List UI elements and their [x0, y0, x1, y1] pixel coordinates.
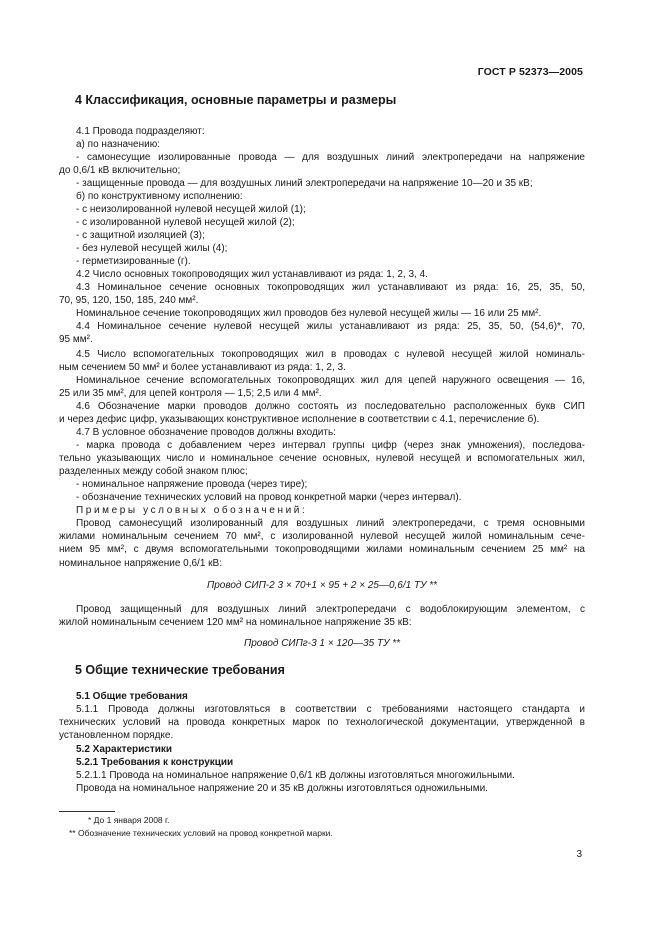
document-id: ГОСТ Р 52373—2005 [477, 66, 583, 78]
paragraph-line: Номинальное сечение токопроводящих жил проводов без нулевой несущей жилы — 16 или 25 мм². [76, 308, 542, 319]
paragraph-line: б) по конструктивному исполнению: [76, 191, 243, 202]
paragraph-line: 95 мм². [59, 334, 93, 345]
paragraph-line: ным сечением 50 мм² и более устанавливают из ряда: 1, 2, 3. [59, 362, 346, 373]
paragraph-line: - номинальное напряжение провода (через тире); [76, 479, 308, 490]
paragraph-line: Номинальное сечение вспомогательных токопроводящих жил для цепей наружного освещения — 16, [76, 375, 585, 386]
paragraph-line: 4.1 Провода подразделяют: [76, 126, 205, 137]
paragraph-line: нием 95 мм², с двумя вспомогательными токопроводящими жилами номинальным сечением 25 мм² на [59, 544, 585, 555]
paragraph-line: жилой номинальным сечением 120 мм² на номинальное напряжение 35 кВ: [59, 617, 412, 628]
paragraph-line: а) по назначению: [76, 139, 161, 150]
paragraph-line: 4.2 Число основных токопроводящих жил устанавливают из ряда: 1, 2, 3, 4. [76, 269, 428, 280]
section-5-title: 5 Общие технические требования [75, 663, 285, 677]
paragraph-line: - с изолированной нулевой несущей жилой (2); [76, 217, 295, 228]
paragraph-line: Провода на номинальное напряжение 20 и 35 кВ должны изготовляться одножильными. [76, 783, 488, 794]
paragraph-line: Провод защищенный для воздушных линий электропередачи с водоблокирующим элементом, с [76, 604, 585, 615]
paragraph-line: - обозначение технических условий на провод конкретной марки (через интервал). [76, 492, 462, 503]
paragraph-line: 4.5 Число вспомогательных токопроводящих жил в проводах с нулевой несущей жилой номиналь- [76, 349, 585, 360]
section-4-title: 4 Классификация, основные параметры и размеры [75, 93, 397, 107]
paragraph-line: разделенных между собой знаком плюс; [59, 466, 248, 477]
footnote-divider [59, 811, 115, 812]
page-number: 3 [576, 849, 582, 860]
paragraph-line: - защищенные провода — для воздушных линий электропередачи на напряжение 10—20 и 35 кВ; [76, 178, 533, 189]
paragraph-line: - герметизированные (г). [76, 256, 191, 267]
paragraph-line: 25 или 35 мм², для цепей контроля — 1,5; 2,5 или 4 мм². [59, 388, 322, 399]
paragraph-line: - марка провода с добавлением через интервал группы цифр (через знак умножения), последова- [76, 440, 585, 451]
designation-example-2: Провод СИПг-3 1 × 120—35 ТУ ** [243, 638, 401, 649]
paragraph-line: номинальное напряжение 0,6/1 кВ: [59, 558, 223, 569]
paragraph-line: 70, 95, 120, 150, 185, 240 мм². [59, 295, 199, 306]
paragraph-line: и через дефис цифр, указывающих конструктивное исполнение в соответствии с 4.1, перечисление б). [59, 414, 540, 425]
subsection-heading: 5.2.1 Требования к конструкции [76, 757, 234, 768]
subsection-heading: 5.2 Характеристики [76, 744, 173, 755]
paragraph-line: - без нулевой несущей жилы (4); [76, 243, 228, 254]
paragraph-line: 4.7 В условное обозначение проводов должны входить: [76, 427, 336, 438]
paragraph-line: технических условий на провода конкретных марок по технологической документации, утвержденной в [59, 717, 585, 728]
paragraph-line: установленном порядке. [59, 730, 174, 741]
designation-example-1: Провод СИП-2 3 × 70+1 × 95 + 2 × 25—0,6/1 ТУ ** [206, 580, 438, 591]
paragraph-line: тельно указывающих число и номинальное сечение основных, нулевой несущей и вспомогательных жил, [59, 453, 585, 464]
paragraph-line: жилами номинальным сечением 70 мм², с изолированной нулевой несущей жилой номинальным сече- [59, 531, 585, 542]
paragraph-line: 5.2.1.1 Провода на номинальное напряжение 0,6/1 кВ должны изготовляться многожильными. [76, 770, 515, 781]
paragraph-line: - с защитной изоляцией (3); [76, 230, 205, 241]
paragraph-line: 4.4 Номинальное сечение нулевой несущей жилы устанавливают из ряда: 25, 35, 50, (54,6)*, 70, [76, 321, 585, 332]
paragraph-line: - самонесущие изолированные провода — для воздушных линий электропередачи на напряжение [76, 152, 585, 163]
paragraph-line: 5.1.1 Провода должны изготовляться в соответствии с требованиями настоящего стандарта и [76, 704, 585, 715]
footnote-1: * До 1 января 2008 г. [88, 815, 170, 825]
paragraph-line: - с неизолированной нулевой несущей жилой (1); [76, 204, 306, 215]
paragraph-line: Провод самонесущий изолированный для воздушных линий электропередачи, с тремя основными [76, 518, 585, 529]
paragraph-line: до 0,6/1 кВ включительно; [59, 165, 181, 176]
paragraph-line: 4.3 Номинальное сечение основных токопроводящих жил устанавливают из ряда: 16, 25, 35, 50, [76, 282, 585, 293]
paragraph-line: 4.6 Обозначение марки проводов должно состоять из последовательно расположенных букв СИП [76, 401, 585, 412]
footnote-2: ** Обозначение технических условий на провод конкретной марки. [69, 828, 333, 838]
examples-heading: Примеры условных обозначений: [76, 505, 308, 516]
subsection-heading: 5.1 Общие требования [76, 691, 188, 702]
